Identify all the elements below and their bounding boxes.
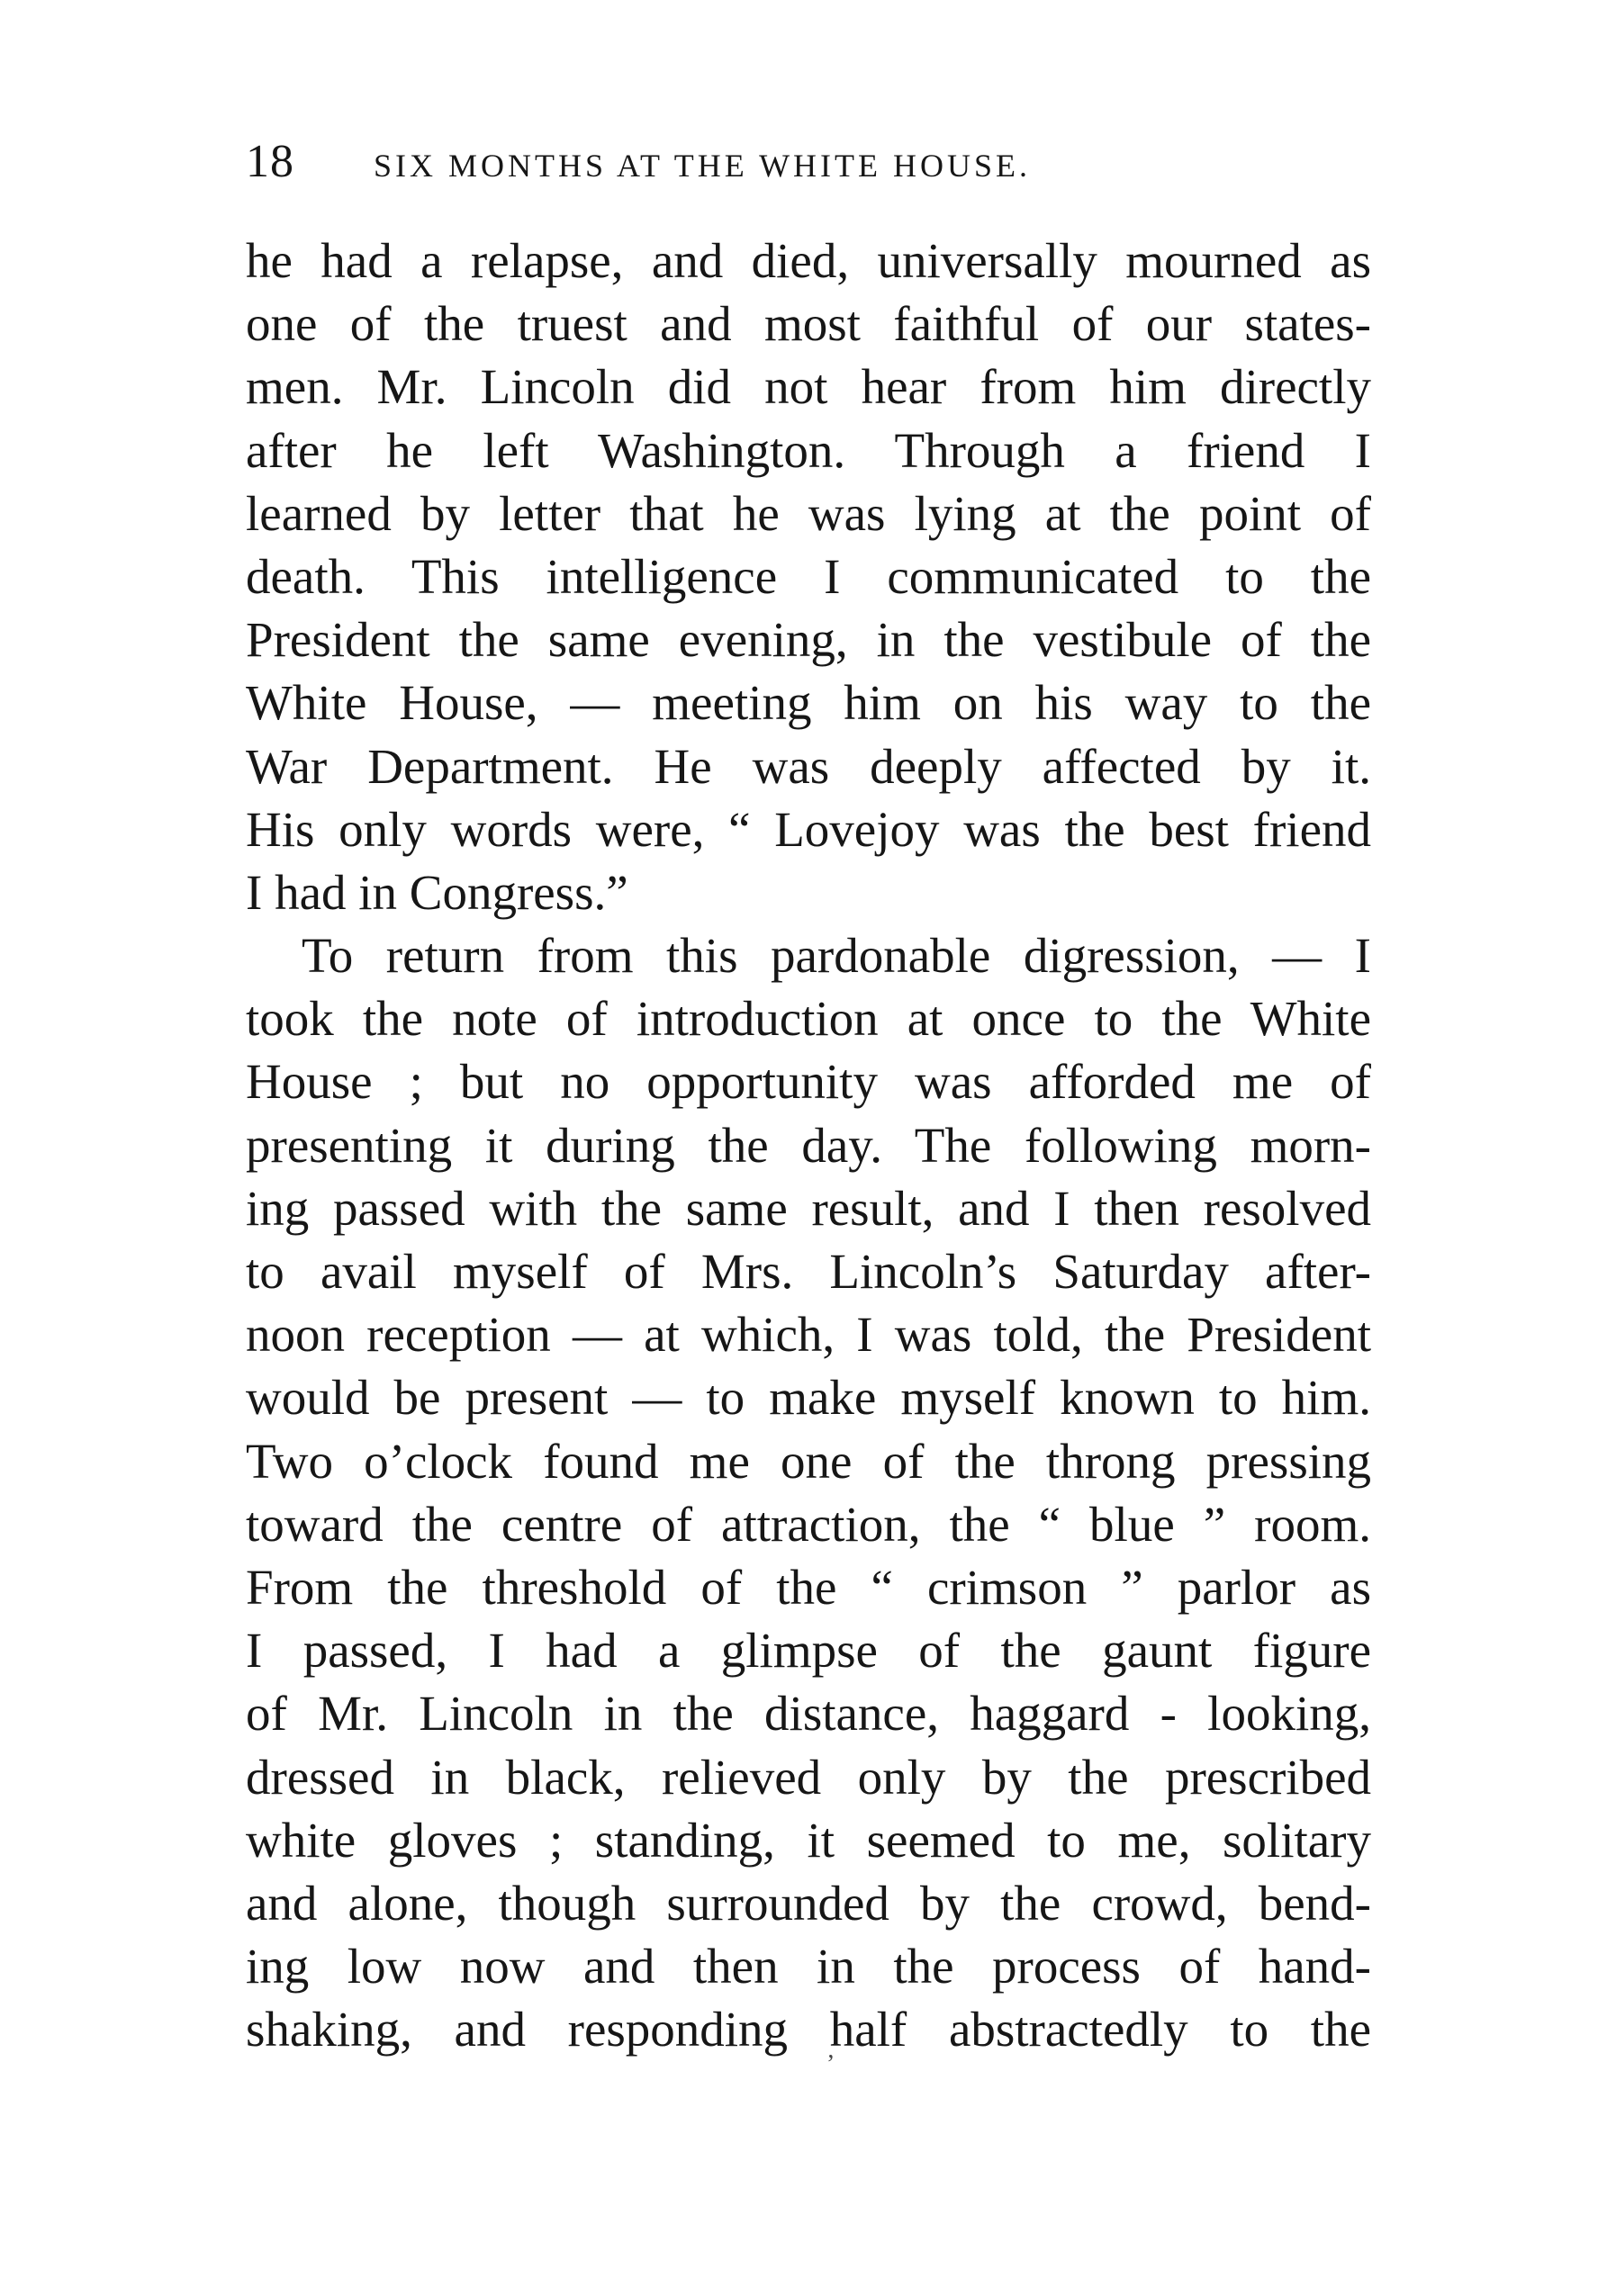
text-line-17: to avail myself of Mrs. Lincoln’s Saturday after- — [246, 1244, 1371, 1299]
text-line-22: From the threshold of the “ crimson ” parlor as — [246, 1559, 1371, 1615]
text-line-11: I had in Congress.” — [246, 864, 628, 920]
text-line-2: one of the truest and most faithful of our states- — [246, 296, 1371, 352]
text-line-6: death. This intelligence I communicated to the — [246, 548, 1371, 604]
text-line-21: toward the centre of attraction, the “ blue ” room. — [246, 1496, 1371, 1552]
text-line-25: dressed in black, relieved only by the prescribed — [246, 1749, 1371, 1805]
text-line-9: War Department. He was deeply affected by it. — [246, 738, 1371, 794]
text-line-13: took the note of introduction at once to the White — [246, 991, 1371, 1047]
running-head — [246, 135, 1371, 198]
text-line-27: and alone, though surrounded by the crowd, bend- — [246, 1875, 1371, 1931]
text-line-12: To return from this pardonable digression, — I — [302, 928, 1371, 984]
text-line-20: Two o’clock found me one of the throng pressing — [246, 1433, 1371, 1489]
text-line-10: His only words were, “ Lovejoy was the best friend — [246, 801, 1371, 857]
text-line-18: noon reception — at which, I was told, the President — [246, 1307, 1371, 1363]
text-line-1: he had a relapse, and died, universally mourned as — [246, 233, 1371, 288]
printer-mark: ʼ — [826, 2050, 835, 2078]
text-line-26: white gloves ; standing, it seemed to me, solitary — [246, 1812, 1371, 1868]
text-line-8: White House, — meeting him on his way to the — [246, 675, 1371, 731]
text-line-4: after he left Washington. Through a friend I — [246, 422, 1371, 478]
body-text — [246, 230, 1371, 2061]
text-line-19: would be present — to make myself known to him. — [246, 1370, 1371, 1426]
text-line-5: learned by letter that he was lying at the point of — [246, 485, 1371, 541]
page-number: 18 — [246, 136, 294, 187]
text-line-23: I passed, I had a glimpse of the gaunt figure — [246, 1623, 1371, 1679]
text-line-7: President the same evening, in the vestibule of the — [246, 612, 1371, 668]
text-line-24: of Mr. Lincoln in the distance, haggard - looking, — [246, 1686, 1371, 1742]
text-line-15: presenting it during the day. The following morn- — [246, 1117, 1371, 1173]
text-line-29: shaking, and responding half abstractedly to the — [246, 2002, 1371, 2057]
text-line-14: House ; but no opportunity was afforded me of — [246, 1054, 1371, 1110]
text-line-16: ing passed with the same result, and I then resolved — [246, 1180, 1371, 1236]
text-line-3: men. Mr. Lincoln did not hear from him directly — [246, 359, 1371, 415]
running-title: SIX MONTHS AT THE WHITE HOUSE. — [374, 148, 1032, 184]
text-line-28: ing low now and then in the process of hand- — [246, 1939, 1371, 1994]
